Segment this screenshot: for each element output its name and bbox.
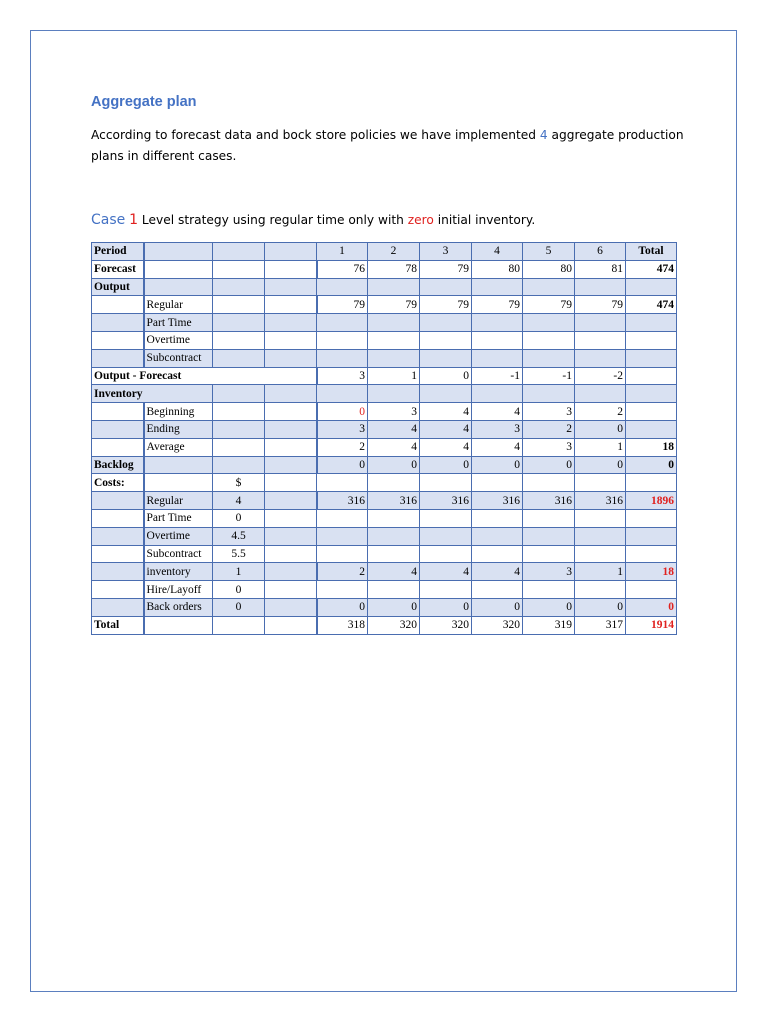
table-cell: 474 (626, 296, 677, 314)
table-cell: 4 (420, 420, 472, 438)
table-cell: 4.5 (213, 527, 265, 545)
table-cell (213, 438, 265, 456)
table-cell (317, 349, 368, 367)
table-cell (523, 349, 575, 367)
table-cell: 4 (420, 403, 472, 421)
table-cell (368, 278, 420, 296)
table-cell (92, 331, 144, 349)
table-cell: 80 (472, 260, 523, 278)
table-cell (523, 278, 575, 296)
table-cell (213, 420, 265, 438)
table-cell (368, 385, 420, 403)
table-cell: 3 (317, 367, 368, 385)
intro-plan-count: 4 (539, 128, 548, 142)
table-row (92, 527, 677, 545)
table-cell (265, 296, 317, 314)
table-cell (523, 314, 575, 332)
table-cell (317, 278, 368, 296)
table-cell: Hire/Layoff (144, 581, 213, 599)
table-cell (92, 438, 144, 456)
table-cell: 0 (472, 456, 523, 474)
table-cell: Average (144, 438, 213, 456)
table-cell: 1 (368, 367, 420, 385)
table-cell (368, 314, 420, 332)
table-cell: 1 (213, 563, 265, 581)
table-cell (472, 349, 523, 367)
table-cell (144, 456, 213, 474)
table-cell (368, 581, 420, 599)
table-cell: 5 (523, 243, 575, 261)
table-cell (265, 474, 317, 492)
table-cell (92, 296, 144, 314)
case-title (91, 212, 535, 228)
table-cell: 80 (523, 260, 575, 278)
table-cell (472, 527, 523, 545)
table-cell: 76 (317, 260, 368, 278)
table-cell (523, 581, 575, 599)
table-row (92, 314, 677, 332)
case-number: 1 (129, 212, 139, 228)
table-cell (472, 474, 523, 492)
table-cell (472, 314, 523, 332)
table-cell (472, 278, 523, 296)
table-cell (265, 598, 317, 616)
table-cell (265, 260, 317, 278)
table-cell (420, 314, 472, 332)
table-cell: 79 (575, 296, 626, 314)
table-cell: 316 (368, 492, 420, 510)
table-cell: -2 (575, 367, 626, 385)
table-cell: 4 (368, 563, 420, 581)
table-cell (420, 581, 472, 599)
table-cell (523, 527, 575, 545)
table-cell: 0 (213, 509, 265, 527)
table-cell (317, 581, 368, 599)
table-cell: 1896 (626, 492, 677, 510)
table-cell (523, 545, 575, 563)
table-cell (317, 474, 368, 492)
table-cell (575, 385, 626, 403)
table-cell (368, 331, 420, 349)
table-cell: 2 (575, 403, 626, 421)
table-cell (213, 349, 265, 367)
table-cell: 3 (368, 403, 420, 421)
table-row (92, 509, 677, 527)
table-cell (368, 349, 420, 367)
table-cell: -1 (523, 367, 575, 385)
table-cell: 1914 (626, 616, 677, 634)
table-cell: 0 (317, 598, 368, 616)
table-cell (368, 509, 420, 527)
table-cell (626, 509, 677, 527)
table-cell: 2 (317, 563, 368, 581)
table-row (92, 296, 677, 314)
table-cell (626, 349, 677, 367)
table-cell (265, 278, 317, 296)
table-cell (213, 243, 265, 261)
table-cell: 316 (575, 492, 626, 510)
table-cell (368, 474, 420, 492)
table-cell (420, 331, 472, 349)
table-cell: 0 (575, 598, 626, 616)
table-cell: 317 (575, 616, 626, 634)
table-cell: 0 (420, 598, 472, 616)
table-cell (523, 509, 575, 527)
table-cell (575, 581, 626, 599)
table-cell: 0 (368, 598, 420, 616)
table-cell (575, 314, 626, 332)
table-cell (213, 616, 265, 634)
table-cell (575, 527, 626, 545)
table-cell: 316 (472, 492, 523, 510)
table-cell (523, 474, 575, 492)
table-cell (472, 385, 523, 403)
table-cell (144, 243, 213, 261)
table-cell (144, 616, 213, 634)
table-row (92, 545, 677, 563)
table-cell (92, 563, 144, 581)
table-cell: Period (92, 243, 144, 261)
table-cell (213, 456, 265, 474)
table-cell (472, 331, 523, 349)
table-cell: 79 (523, 296, 575, 314)
table-cell (420, 349, 472, 367)
table-cell: 0 (317, 456, 368, 474)
case-highlight: zero (407, 213, 434, 227)
table-cell (368, 545, 420, 563)
case-text-after: initial inventory. (433, 213, 536, 227)
table-cell (213, 296, 265, 314)
table-cell (575, 545, 626, 563)
table-row (92, 331, 677, 349)
table-cell (420, 385, 472, 403)
table-row (92, 598, 677, 616)
table-cell (317, 331, 368, 349)
table-row (92, 492, 677, 510)
table-cell: 3 (472, 420, 523, 438)
table-cell: 0 (523, 456, 575, 474)
table-cell: 4 (472, 438, 523, 456)
table-cell (368, 527, 420, 545)
table-cell: Back orders (144, 598, 213, 616)
table-cell: Forecast (92, 260, 144, 278)
table-cell: 0 (523, 598, 575, 616)
table-cell: 320 (420, 616, 472, 634)
table-cell (265, 563, 317, 581)
table-cell: 0 (575, 420, 626, 438)
table-cell (626, 367, 677, 385)
table-cell: -1 (472, 367, 523, 385)
table-cell (92, 509, 144, 527)
table-cell (265, 403, 317, 421)
table-cell: 3 (523, 563, 575, 581)
table-cell: 3 (420, 243, 472, 261)
table-cell: 474 (626, 260, 677, 278)
table-cell (626, 314, 677, 332)
table-cell: 4 (472, 563, 523, 581)
table-cell: Backlog (92, 456, 144, 474)
table-cell (420, 527, 472, 545)
table-cell (317, 314, 368, 332)
table-cell (92, 403, 144, 421)
table-cell: 0 (420, 367, 472, 385)
table-cell (213, 331, 265, 349)
table-row (92, 243, 677, 261)
table-cell (265, 331, 317, 349)
table-cell: 3 (317, 420, 368, 438)
table-cell (265, 420, 317, 438)
table-cell (420, 509, 472, 527)
table-cell (626, 420, 677, 438)
table-row (92, 563, 677, 581)
table-row (92, 260, 677, 278)
table-cell (626, 527, 677, 545)
table-cell: Inventory (92, 385, 213, 403)
table-cell (144, 278, 213, 296)
table-cell (317, 385, 368, 403)
table-cell (265, 492, 317, 510)
table-cell: 1 (575, 438, 626, 456)
table-cell (472, 509, 523, 527)
table-cell: 0 (213, 581, 265, 599)
table-cell (626, 581, 677, 599)
document-content (91, 92, 691, 632)
table-cell: 79 (317, 296, 368, 314)
table-row (92, 438, 677, 456)
table-cell (92, 527, 144, 545)
table-cell: 79 (472, 296, 523, 314)
table-row (92, 349, 677, 367)
table-cell: Subcontract (144, 349, 213, 367)
table-row (92, 474, 677, 492)
table-cell (92, 545, 144, 563)
table-cell: Beginning (144, 403, 213, 421)
section-heading: Aggregate plan (91, 94, 197, 110)
table-cell: Regular (144, 296, 213, 314)
table-cell: 0 (575, 456, 626, 474)
table-row (92, 456, 677, 474)
aggregate-plan-table (91, 242, 677, 635)
table-cell (317, 527, 368, 545)
table-cell: 0 (626, 598, 677, 616)
table-cell (213, 260, 265, 278)
table-cell: 5.5 (213, 545, 265, 563)
table-cell (317, 545, 368, 563)
table-cell (626, 278, 677, 296)
table-cell (92, 420, 144, 438)
table-cell: 0 (317, 403, 368, 421)
table-cell (92, 349, 144, 367)
table-cell: 79 (420, 296, 472, 314)
table-cell (420, 545, 472, 563)
table-cell (265, 509, 317, 527)
table-cell (265, 616, 317, 634)
table-cell: Overtime (144, 331, 213, 349)
table-cell: Output (92, 278, 144, 296)
table-cell: Output - Forecast (92, 367, 317, 385)
table-row (92, 420, 677, 438)
table-cell (213, 403, 265, 421)
table-cell (213, 314, 265, 332)
table-cell: 3 (523, 438, 575, 456)
table-cell (144, 474, 213, 492)
table-cell: 2 (317, 438, 368, 456)
intro-text-before: According to forecast data and bock store policies we have implemented (91, 128, 540, 142)
table-cell: 6 (575, 243, 626, 261)
table-cell (92, 314, 144, 332)
table-cell: 320 (472, 616, 523, 634)
table-row (92, 403, 677, 421)
table-cell: 18 (626, 563, 677, 581)
table-cell (265, 385, 317, 403)
table-cell (265, 314, 317, 332)
table-cell: 4 (420, 438, 472, 456)
table-cell (144, 260, 213, 278)
table-cell (575, 509, 626, 527)
table-cell (265, 545, 317, 563)
table-cell: 320 (368, 616, 420, 634)
table-cell (213, 385, 265, 403)
table-cell: 319 (523, 616, 575, 634)
table-cell: 4 (472, 403, 523, 421)
table-cell (420, 278, 472, 296)
table-cell (626, 385, 677, 403)
table-cell: Ending (144, 420, 213, 438)
intro-paragraph (91, 125, 691, 167)
table-cell: Total (92, 616, 144, 634)
table-row (92, 278, 677, 296)
table-cell: 316 (523, 492, 575, 510)
table-cell (575, 349, 626, 367)
table-cell: 18 (626, 438, 677, 456)
table-cell (265, 349, 317, 367)
table-cell: Subcontract (144, 545, 213, 563)
table-cell (626, 474, 677, 492)
table-cell (317, 509, 368, 527)
table-cell (213, 278, 265, 296)
table-cell: 0 (213, 598, 265, 616)
table-cell: 2 (523, 420, 575, 438)
table-cell: 4 (368, 420, 420, 438)
table-cell (626, 331, 677, 349)
table-cell (523, 385, 575, 403)
table-cell (420, 474, 472, 492)
table-cell: 316 (420, 492, 472, 510)
table-cell: 81 (575, 260, 626, 278)
table-cell: 3 (523, 403, 575, 421)
table-cell: Costs: (92, 474, 144, 492)
table-cell (265, 581, 317, 599)
table-cell (472, 545, 523, 563)
table-cell (626, 545, 677, 563)
case-text-before: Level strategy using regular time only with (138, 213, 408, 227)
table-cell: Regular (144, 492, 213, 510)
table-cell: Overtime (144, 527, 213, 545)
table-cell: 1 (317, 243, 368, 261)
table-cell (523, 331, 575, 349)
table-row (92, 581, 677, 599)
table-cell: 316 (317, 492, 368, 510)
table-cell: 79 (420, 260, 472, 278)
case-word: Case (91, 212, 126, 228)
table-cell (472, 581, 523, 599)
table-cell (265, 243, 317, 261)
table-cell: Part Time (144, 314, 213, 332)
table-cell (575, 331, 626, 349)
table-row (92, 367, 677, 385)
table-cell: 79 (368, 296, 420, 314)
table-cell (92, 492, 144, 510)
table-cell (265, 456, 317, 474)
table-cell: 1 (575, 563, 626, 581)
table-cell: 4 (213, 492, 265, 510)
plan-table-body (92, 243, 677, 635)
table-cell: 0 (626, 456, 677, 474)
intro-text-after: aggregate production plans in different cases. (91, 128, 684, 163)
table-cell: 4 (472, 243, 523, 261)
table-cell: 0 (368, 456, 420, 474)
table-row (92, 616, 677, 634)
table-cell (92, 598, 144, 616)
table-cell (92, 581, 144, 599)
table-cell: 4 (368, 438, 420, 456)
table-cell: Part Time (144, 509, 213, 527)
table-cell (265, 527, 317, 545)
table-cell: Total (626, 243, 677, 261)
table-cell (575, 474, 626, 492)
table-cell: 0 (472, 598, 523, 616)
table-cell: 2 (368, 243, 420, 261)
table-cell (575, 278, 626, 296)
table-cell: 318 (317, 616, 368, 634)
table-cell (626, 403, 677, 421)
table-cell: $ (213, 474, 265, 492)
table-cell: 0 (420, 456, 472, 474)
table-row (92, 385, 677, 403)
table-cell: 78 (368, 260, 420, 278)
table-cell: inventory (144, 563, 213, 581)
table-cell: 4 (420, 563, 472, 581)
table-cell (265, 438, 317, 456)
